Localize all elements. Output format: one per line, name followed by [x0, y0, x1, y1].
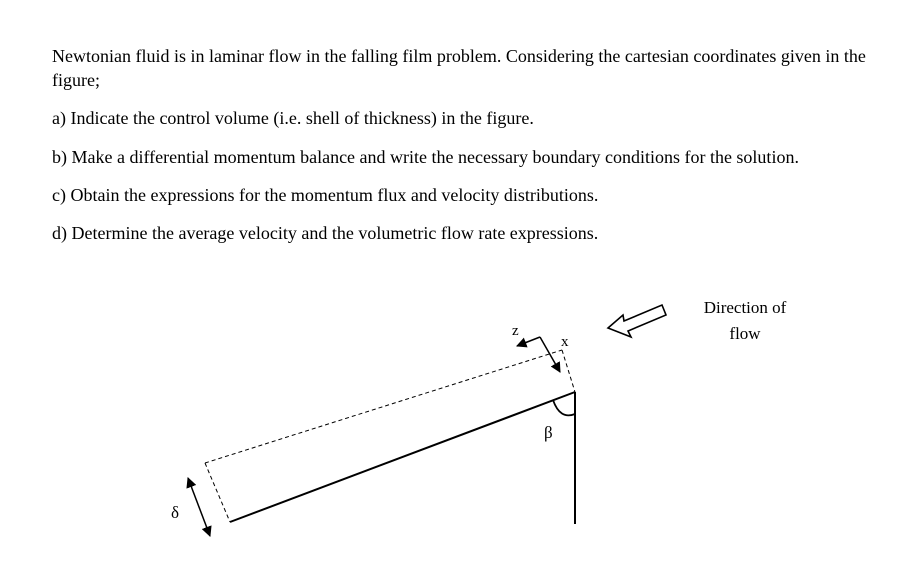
direction-of-flow-label-line1: Direction of [703, 298, 787, 317]
x-axis-label: x [561, 334, 569, 350]
x-axis-arrow [540, 337, 560, 372]
question-a: a) Indicate the control volume (i.e. shell of thickness) in the figure. [52, 108, 534, 128]
beta-angle-label: β [544, 423, 553, 442]
delta-thickness-arrow [188, 478, 210, 536]
problem-intro: Newtonian fluid is in laminar flow in the falling film problem. Considering the cartesian coordinates given in the figure; [52, 46, 866, 90]
question-c: c) Obtain the expressions for the momentum flux and velocity distributions. [52, 185, 599, 205]
flow-direction-arrow-icon [608, 305, 666, 337]
direction-of-flow-label-line2: flow [729, 324, 761, 343]
beta-angle-arc [553, 400, 575, 415]
inclined-plate [230, 392, 575, 522]
film-left-edge [205, 463, 230, 522]
z-axis-arrow [517, 337, 540, 346]
film-right-edge [562, 350, 575, 392]
film-free-surface [205, 350, 562, 463]
question-d: d) Determine the average velocity and the volumetric flow rate expressions. [52, 223, 599, 243]
question-b: b) Make a differential momentum balance and write the necessary boundary conditions for the solution. [52, 147, 799, 167]
delta-thickness-label: δ [171, 503, 180, 522]
z-axis-label: z [512, 323, 519, 339]
